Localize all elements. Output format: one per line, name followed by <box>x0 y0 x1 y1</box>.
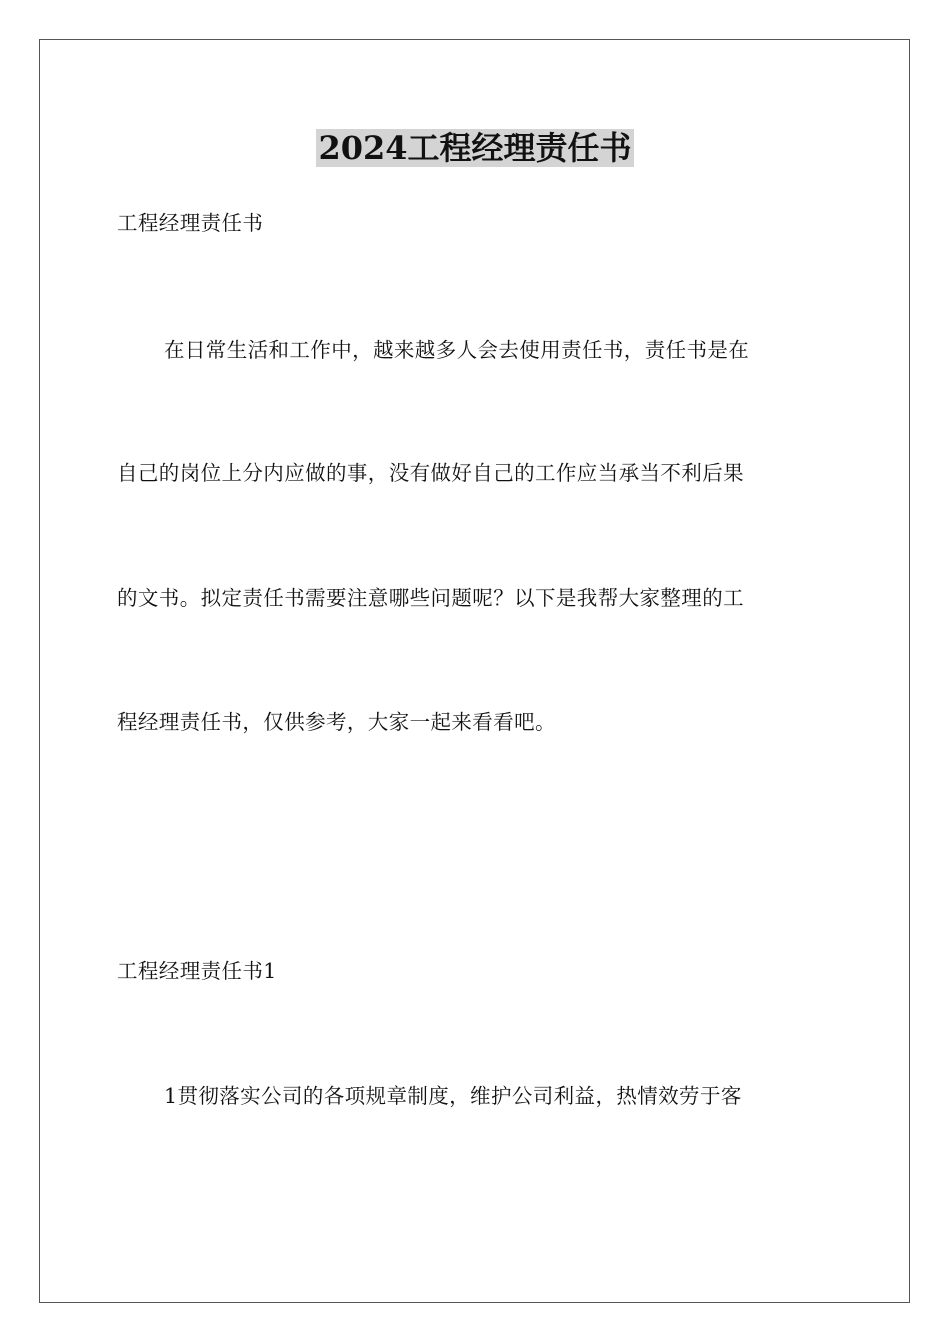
intro-line-1: 在日常生活和工作中，越来越多人会去使用责任书，责任书是在 <box>164 338 750 362</box>
section-line-1: 1贯彻落实公司的各项规章制度，维护公司利益，热情效劳于客 <box>164 1084 742 1108</box>
section-heading: 工程经理责任书1 <box>117 959 277 983</box>
document-title <box>0 128 950 168</box>
intro-line-4: 程经理责任书，仅供参考，大家一起来看看吧。 <box>117 710 556 734</box>
intro-line-2: 自己的岗位上分内应做的事，没有做好自己的工作应当承当不利后果 <box>117 461 744 485</box>
intro-line-3: 的文书。拟定责任书需要注意哪些问题呢？以下是我帮大家整理的工 <box>117 586 744 610</box>
subtitle: 工程经理责任书 <box>117 211 264 235</box>
title-highlight: 2024工程经理责任书 <box>318 129 632 167</box>
